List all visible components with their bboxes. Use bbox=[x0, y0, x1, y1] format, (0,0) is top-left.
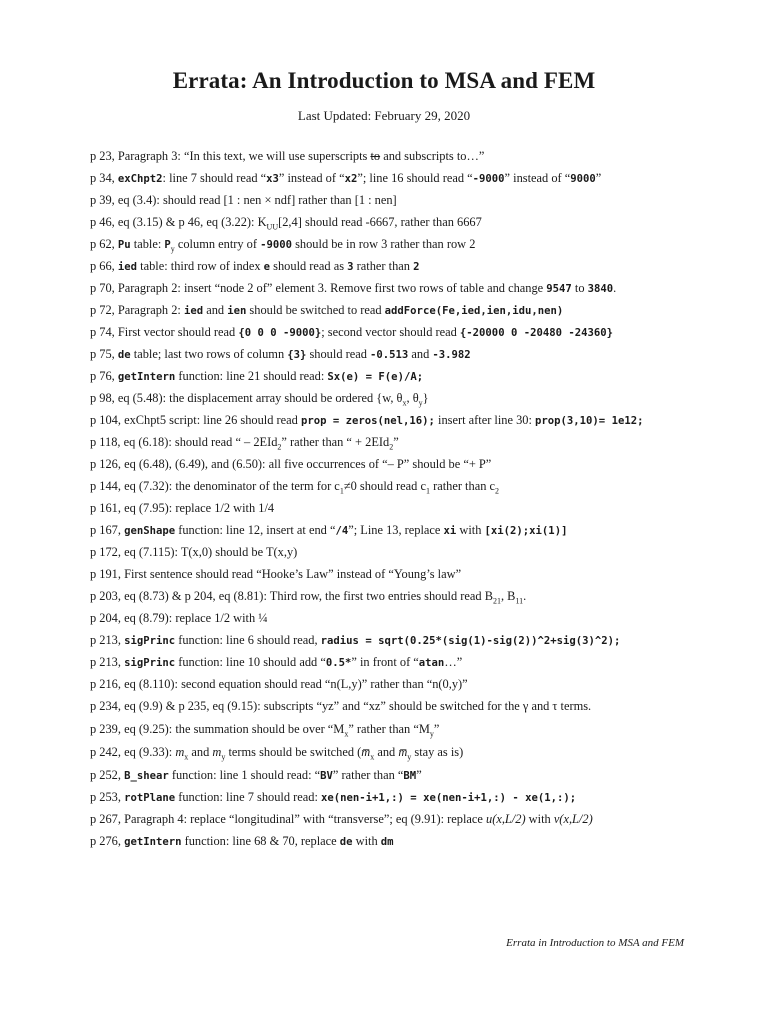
code-text: atan bbox=[418, 657, 445, 669]
erratum-p118: p 118, eq (6.18): should read “ – 2EId$_2$” rather than “ + 2EId$_2$” bbox=[90, 435, 399, 452]
code-text: getIntern bbox=[117, 371, 176, 383]
erratum-p76: p 76, getIntern function: line 21 should read: Sx(e) = F(e)/A; bbox=[90, 369, 424, 383]
code-text: {3} bbox=[287, 349, 307, 361]
code-text: addForce(Fe,ied,ien,idu,nen) bbox=[384, 305, 564, 317]
erratum-p161: p 161, eq (7.95): replace 1/2 with 1/4 bbox=[90, 501, 275, 515]
code-text: P bbox=[164, 239, 171, 251]
code-text: /4 bbox=[335, 525, 349, 537]
erratum-p39: p 39, eq (3.4): should read [1 : nen × ndf] rather than [1 : nen] bbox=[90, 193, 397, 207]
code-text: 9000 bbox=[570, 173, 596, 185]
code-text: BM bbox=[403, 770, 417, 782]
code-text: prop = zeros(nel,16); bbox=[300, 415, 435, 427]
page-title: Errata: An Introduction to MSA and FEM bbox=[172, 68, 596, 93]
erratum-p252: p 252, B_shear function: line 1 should read: “BV” rather than “BM” bbox=[90, 768, 422, 782]
code-text: x3 bbox=[266, 173, 279, 185]
erratum-p62: p 62, Pu table: $P_y$ column entry of -9000 should be in row 3 rather than row 2 bbox=[90, 237, 476, 254]
erratum-p239: p 239, eq (9.25): the summation should be over “$M_x$” rather than “$M_y$” bbox=[90, 722, 440, 739]
code-text: xi bbox=[443, 525, 457, 537]
erratum-p267: p 267, Paragraph 4: replace “longitudinal” with “transverse”; eq (9.91): replace u(x,L/2) with v(x,L/2) bbox=[90, 812, 593, 826]
erratum-p216: p 216, eq (8.110): second equation should read “n(L,y)” rather than “n(0,y)” bbox=[90, 677, 468, 691]
erratum-p253: p 253, rotPlane function: line 7 should read: xe(nen-i+1,:) = xe(nen-i+1,:) - xe(1,:); bbox=[90, 790, 577, 804]
erratum-p242: p 242, eq (9.33): $m_x$ and $m_y$ terms should be switched ($m̅_x$ and $m̅_y$ stay as is) bbox=[90, 745, 464, 762]
last-updated: Last Updated: February 29, 2020 bbox=[297, 108, 471, 123]
code-text: exChpt2 bbox=[117, 173, 163, 185]
erratum-p191: p 191, First sentence should read “Hooke’s Law” instead of “Young’s law” bbox=[90, 567, 462, 581]
erratum-p46: p 46, eq (3.15) & p 46, eq (3.22): $K_{UU}[2,4]$ should read -6667, rather than 6667 bbox=[90, 215, 482, 232]
erratum-p98: p 98, eq (5.48): the displacement array should be ordered {w, $\theta_x$, $\theta_y$} bbox=[90, 391, 429, 408]
code-text: -9000 bbox=[260, 239, 292, 251]
running-footer: Errata in Introduction to MSA and FEM bbox=[506, 937, 684, 949]
erratum-p104: p 104, exChpt5 script: line 26 should read prop = zeros(nel,16); insert after line 30: prop(3,10)= 1e12; bbox=[90, 413, 644, 427]
erratum-p23: p 23, Paragraph 3: “In this text, we will use superscripts to and subscripts to…” bbox=[90, 149, 485, 163]
code-text: genShape bbox=[124, 525, 176, 537]
code-text: radius = sqrt(0.25*(sig(1)-sig(2))^2+sig(3)^2); bbox=[320, 635, 621, 647]
erratum-p70: p 70, Paragraph 2: insert “node 2 of” element 3. Remove first two rows of table and change 9547 to 3840. bbox=[90, 281, 617, 295]
erratum-p66: p 66, ied table: third row of index e should read as 3 rather than 2 bbox=[90, 259, 420, 273]
code-text: sigPrinc bbox=[124, 635, 176, 647]
erratum-p213-radius: p 213, sigPrinc function: line 6 should read, radius = sqrt(0.25*(sig(1)-sig(2))^2+sig(3)^2); bbox=[90, 633, 621, 647]
code-text: de bbox=[339, 836, 353, 848]
erratum-p276: p 276, getIntern function: line 68 & 70, replace de with dm bbox=[90, 834, 394, 848]
erratum-p75: p 75, de table; last two rows of column {3} should read -0.513 and -3.982 bbox=[90, 347, 471, 361]
code-text: x2 bbox=[344, 173, 358, 185]
code-text: [xi(2);xi(1)] bbox=[484, 525, 568, 537]
code-text: 0.5* bbox=[325, 657, 352, 669]
erratum-p172: p 172, eq (7.115): T(x,0) should be T(x,y) bbox=[90, 545, 298, 559]
code-text: 3 bbox=[347, 261, 354, 273]
code-text: prop(3,10)= 1e12; bbox=[535, 415, 644, 427]
code-text: sigPrinc bbox=[124, 657, 176, 669]
struck-text: to bbox=[370, 149, 381, 163]
code-text: getIntern bbox=[124, 836, 182, 848]
code-text: Sx(e) = F(e)/A; bbox=[327, 371, 424, 383]
erratum-p72: p 72, Paragraph 2: ied and ien should be switched to read addForce(Fe,ied,ien,idu,nen) bbox=[90, 303, 564, 317]
erratum-p204: p 204, eq (8.79): replace 1/2 with ¼ bbox=[90, 611, 268, 625]
errata-list bbox=[90, 145, 730, 852]
erratum-p213-atan: p 213, sigPrinc function: line 10 should add “0.5*” in front of “atan…” bbox=[90, 655, 463, 669]
code-text: -0.513 bbox=[370, 349, 409, 361]
code-text: Pu bbox=[117, 239, 131, 251]
code-text: ied bbox=[183, 305, 204, 317]
code-text: rotPlane bbox=[124, 792, 176, 804]
erratum-p74: p 74, First vector should read {0 0 0 -9000}; second vector should read {-20000 0 -20480 -24360} bbox=[90, 325, 613, 339]
code-text: 3840 bbox=[587, 283, 614, 295]
code-text: de bbox=[117, 349, 131, 361]
code-text: ien bbox=[227, 305, 247, 317]
erratum-p34: p 34, exChpt2: line 7 should read “x3” instead of “x2”; line 16 should read “-9000” instead of “9000” bbox=[90, 171, 602, 185]
code-text: -9000 bbox=[472, 173, 505, 185]
erratum-p203: p 203, eq (8.73) & p 204, eq (8.81): Third row, the first two entries should read $B_{21}$, $B_{11}$. bbox=[90, 589, 527, 606]
code-text: ied bbox=[117, 261, 138, 273]
erratum-p234: p 234, eq (9.9) & p 235, eq (9.15): subscripts “yz” and “xz” should be switched for the γ and τ terms. bbox=[90, 699, 592, 713]
erratum-p126: p 126, eq (6.48), (6.49), and (6.50): all five occurrences of “– P” should be “+ P” bbox=[90, 457, 492, 471]
erratum-p144: p 144, eq (7.32): the denominator of the term for $c_1\ne 0$ should read $c_1$ rather than $c_2$ bbox=[90, 479, 499, 496]
erratum-p167: p 167, genShape function: line 12, insert at end “/4”; Line 13, replace xi with [xi(2);xi(1)] bbox=[90, 523, 568, 537]
code-text: dm bbox=[380, 836, 394, 848]
code-text: e bbox=[263, 261, 271, 273]
code-text: xe(nen-i+1,:) = xe(nen-i+1,:) - xe(1,:); bbox=[321, 792, 577, 804]
code-text: B_shear bbox=[124, 770, 169, 782]
code-text: 2 bbox=[413, 261, 420, 273]
code-text: 9547 bbox=[546, 283, 572, 295]
code-text: {0 0 0 -9000} bbox=[238, 327, 322, 339]
code-text: {-20000 0 -20480 -24360} bbox=[459, 327, 613, 339]
code-text: -3.982 bbox=[432, 349, 471, 361]
code-text: BV bbox=[320, 770, 333, 782]
